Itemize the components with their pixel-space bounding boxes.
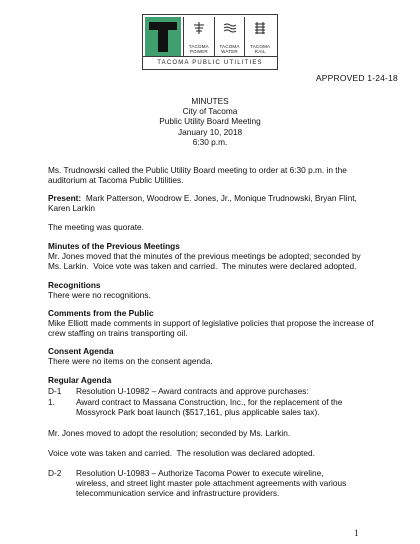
logo-footer: TACOMA PUBLIC UTILITIES (143, 56, 277, 69)
header-date: January 10, 2018 (177, 126, 243, 137)
logo-water: TACOMA WATER (214, 17, 245, 56)
section-heading: Comments from the Public (48, 308, 154, 318)
power-icon (192, 21, 206, 35)
header-city: City of Tacoma (182, 106, 238, 117)
regular-agenda-heading: Regular Agenda (48, 375, 112, 385)
item-d1-text: Resolution U-10982 – Award contracts and approve purchases: (76, 386, 309, 396)
public-comments-section: Comments from the Public Mike Elliott made comments in support of legislative policies that propose the increase of crew staffing on trains transporting oil. (48, 308, 388, 338)
call-to-order: Ms. Trudnowski called the Public Utility Board meeting to order at 6:30 p.m. in the auditorium at Tacoma Public Utilities. (48, 165, 347, 185)
header-title: MINUTES (191, 96, 229, 106)
minutes-previous-section: Minutes of the Previous Meetings Mr. Jones moved that the minutes of the previous meetings be adopted; seconded by Ms. Larkin. Voice vote was taken and carried. The minutes were declared adopted. (48, 241, 388, 271)
quorate-text: The meeting was quorate. (48, 222, 144, 232)
logo-power: TACOMA POWER (183, 17, 214, 56)
logo-t-mark (145, 17, 181, 56)
approved-stamp: APPROVED 1-24-18 (315, 73, 398, 83)
consent-agenda-section: Consent Agenda There were no items on the consent agenda. (48, 346, 388, 366)
logo-rail: TACOMA RAIL (244, 17, 275, 56)
header-time: 6:30 p.m. (192, 136, 228, 147)
rail-icon (253, 21, 267, 35)
tacoma-public-utilities-logo (142, 14, 278, 70)
item-1-number: 1. (48, 397, 55, 407)
section-heading: Consent Agenda (48, 346, 114, 356)
present-section: Present: Mark Patterson, Woodrow E. Jones, Jr., Monique Trudnowski, Bryan Flint, Karen Larkin (48, 193, 357, 213)
page-number: 1 (354, 528, 359, 538)
section-heading: Minutes of the Previous Meetings (48, 241, 180, 251)
section-heading: Recognitions (48, 280, 101, 290)
item-1-text: Award contract to Massana Construction, Inc., for the replacement of the Mossyrock Park boat launch ($517,161, plus applicable sales tax). (76, 397, 343, 417)
vote-text: Voice vote was taken and carried. The resolution was declared adopted. (48, 448, 315, 458)
item-d1-number: D-1 (48, 386, 62, 396)
motion-text: Mr. Jones moved to adopt the resolution; seconded by Ms. Larkin. (48, 428, 291, 438)
water-icon (223, 21, 237, 35)
header-meeting: Public Utility Board Meeting (159, 116, 261, 127)
item-d2-number: D-2 (48, 468, 62, 478)
recognitions-section: Recognitions There were no recognitions. (48, 280, 388, 300)
item-d2-text: Resolution U-10983 – Authorize Tacoma Power to execute wireline, wireless, and street light master pole attachment agreements with various telecommunication service and infrastructure providers. (76, 468, 347, 498)
present-label: Present: (48, 193, 82, 203)
minutes-header (0, 96, 420, 147)
